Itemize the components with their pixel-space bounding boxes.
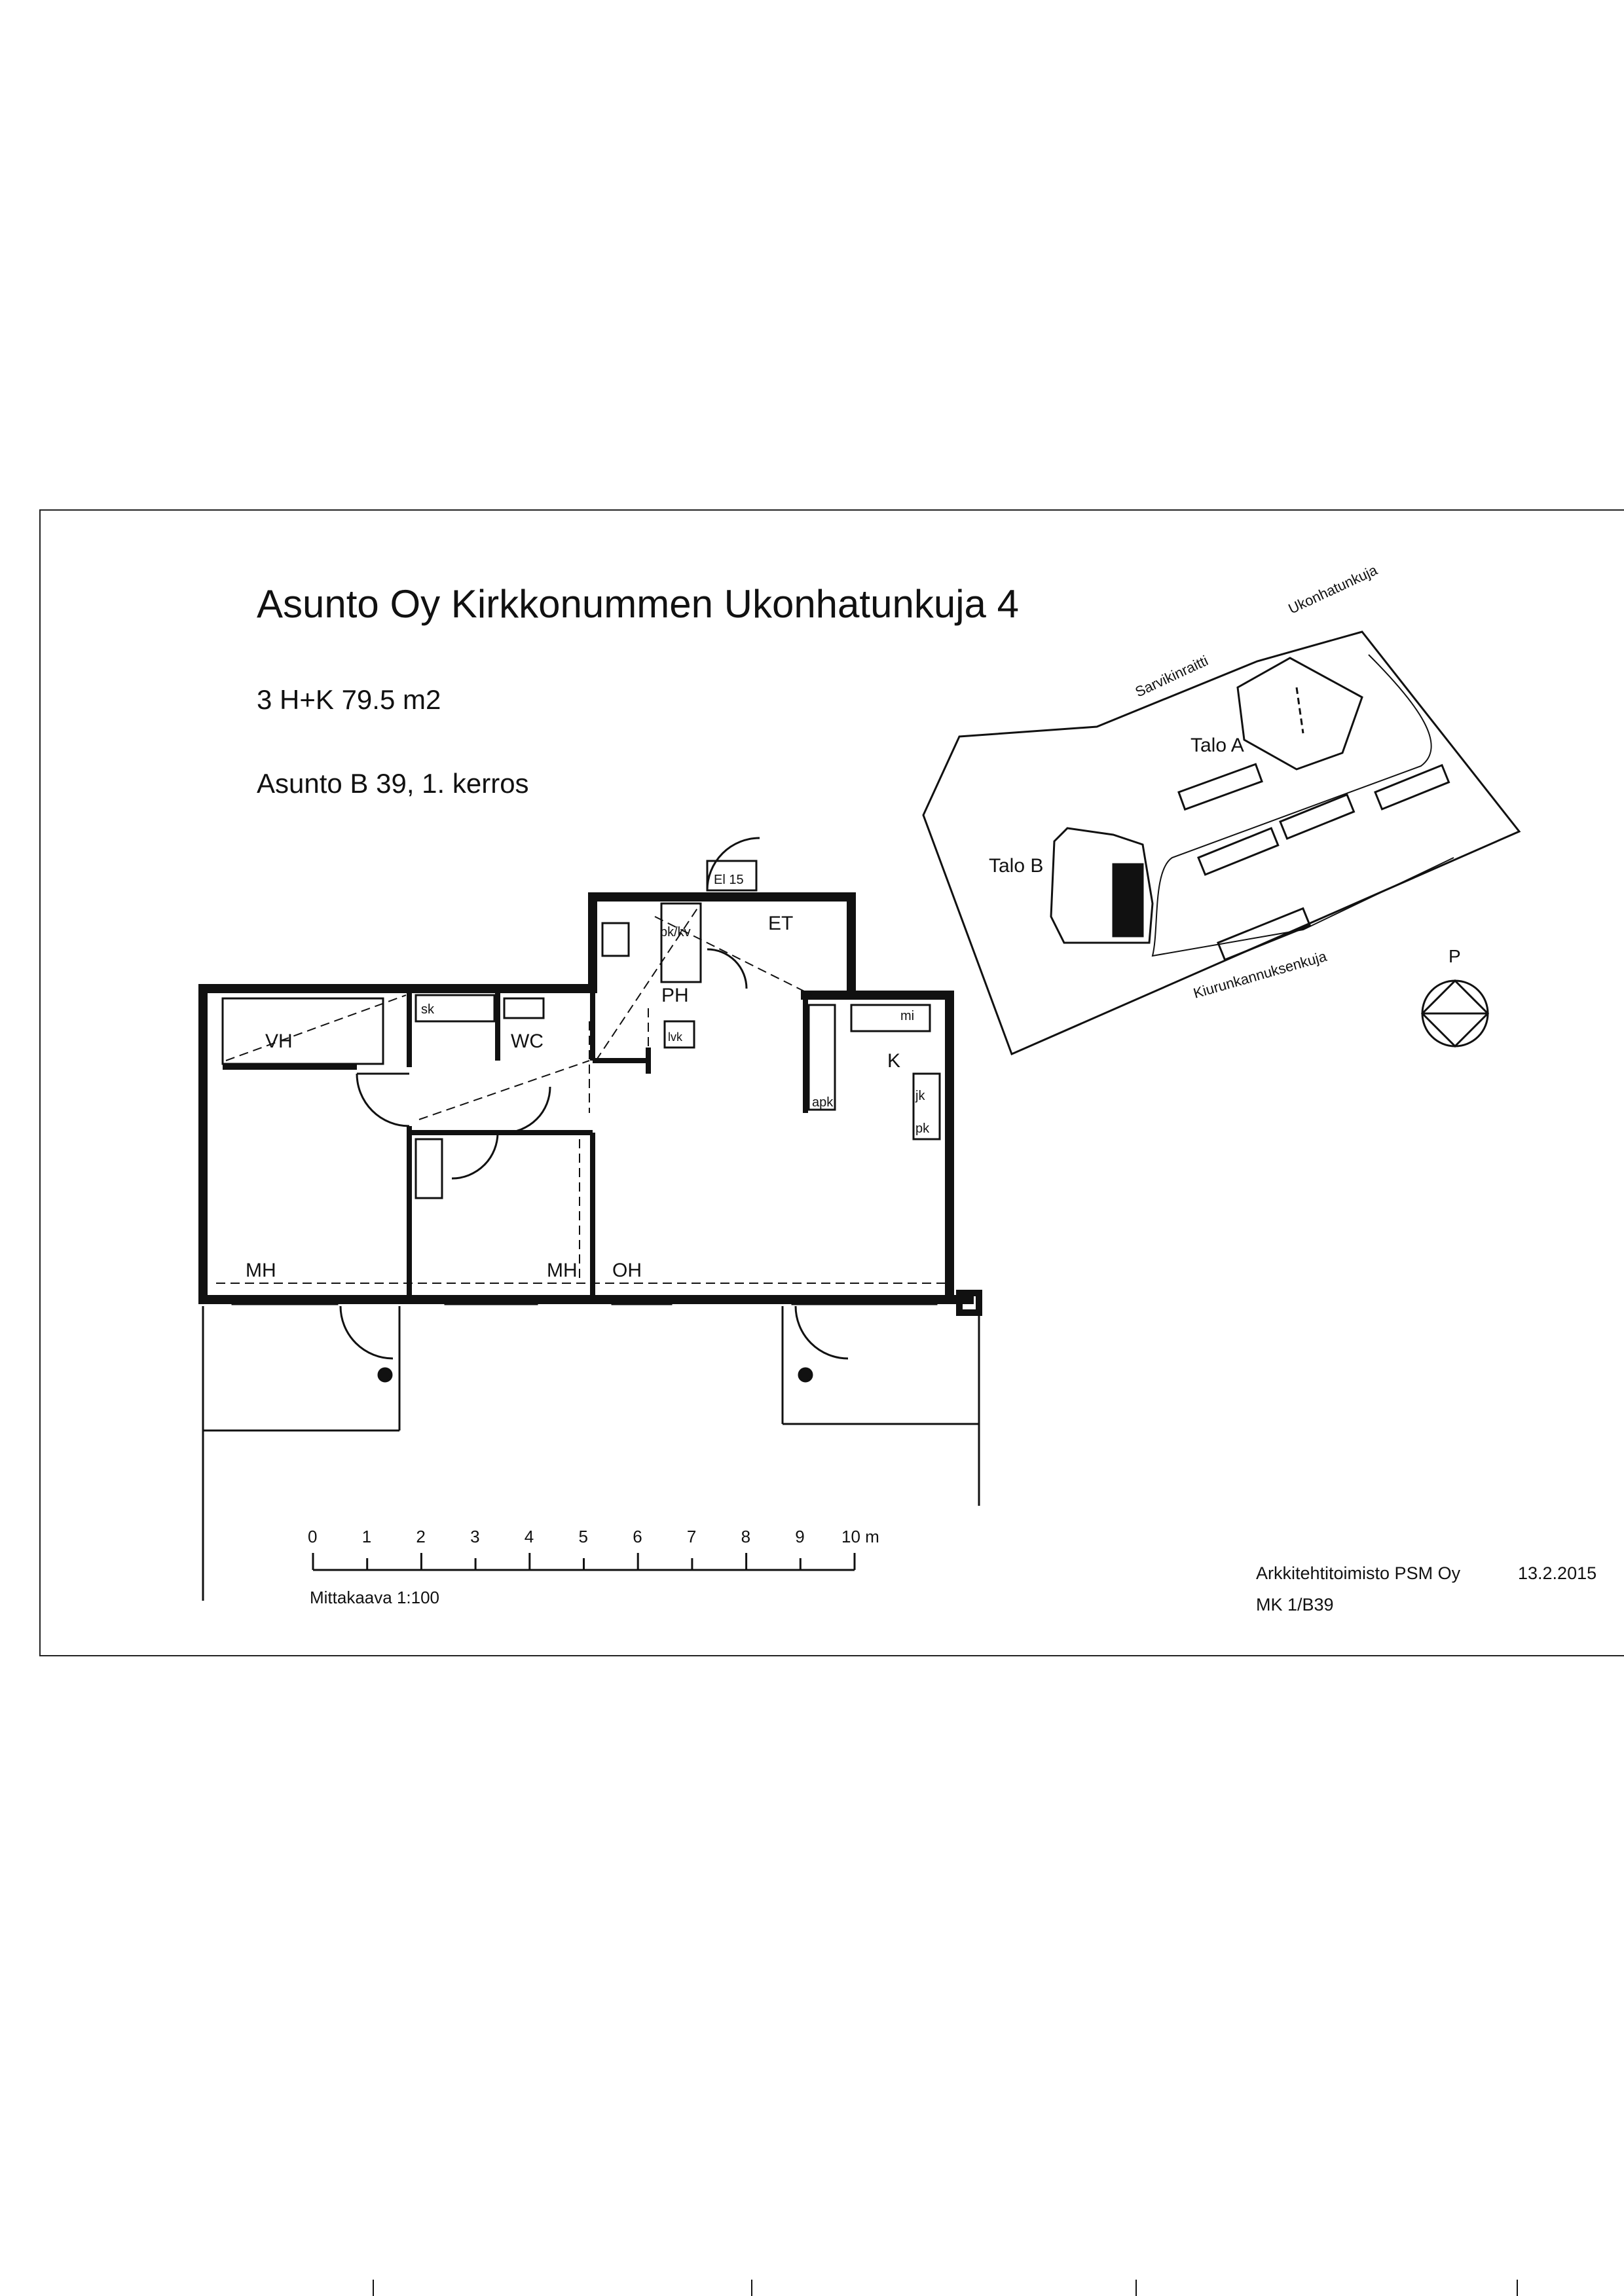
room-label-lvk: lvk	[668, 1030, 682, 1044]
room-label-el: El 15	[714, 873, 744, 887]
room-label-mh-middle: MH	[547, 1260, 578, 1281]
room-label-jk: jk	[915, 1089, 925, 1103]
drawing-date: 13.2.2015	[1518, 1563, 1597, 1583]
room-label-wc: WC	[511, 1030, 544, 1052]
street-label-ukonhatunkuja: Ukonhatunkuja	[1285, 561, 1380, 617]
room-label-oh: OH	[612, 1260, 642, 1281]
room-label-ph: PH	[661, 985, 689, 1006]
talo-a-building	[1238, 658, 1362, 769]
room-label-k: K	[887, 1050, 901, 1072]
scale-tick-label: 9	[795, 1527, 805, 1546]
scale-tick-label: 10 m	[841, 1527, 879, 1546]
room-label-apk: apk	[812, 1095, 834, 1110]
street-label-kiurunkannuksenkuja: Kiurunkannuksenkuja	[1191, 947, 1329, 1002]
scale-bar	[313, 1553, 855, 1570]
room-label-mh-left: MH	[246, 1260, 276, 1281]
room-label-vh: VH	[265, 1030, 293, 1052]
scale-tick-labels	[308, 1527, 879, 1546]
scale-tick-label: 4	[524, 1527, 534, 1546]
room-labels	[246, 873, 930, 1281]
floor-plan	[200, 838, 979, 1601]
scale-tick-label: 3	[470, 1527, 480, 1546]
interior-walls	[223, 897, 805, 1300]
room-label-pkv: pk/kv	[660, 925, 691, 939]
street-label-sarvikinraitti: Sarvikinraitti	[1132, 652, 1211, 701]
room-label-mi: mi	[900, 1009, 915, 1023]
scale-tick-label: 2	[416, 1527, 426, 1546]
architect-office: Arkkitehtitoimisto PSM Oy	[1256, 1563, 1461, 1583]
scale-tick-label: 5	[578, 1527, 588, 1546]
balconies	[203, 1293, 979, 1601]
talo-b-building	[1051, 828, 1153, 943]
scale-tick-label: 7	[686, 1527, 697, 1546]
room-label-sk: sk	[421, 1002, 434, 1017]
dashed-lines	[216, 903, 950, 1283]
scale-tick-label: 0	[308, 1527, 318, 1546]
page-edge-marks	[0, 2272, 1624, 2296]
exterior-walls	[203, 897, 969, 1300]
apartment-unit: Asunto B 39, 1. kerros	[257, 768, 529, 799]
document-number: MK 1/B39	[1256, 1595, 1334, 1614]
room-label-et: ET	[768, 913, 794, 934]
apartment-type: 3 H+K 79.5 m2	[257, 684, 441, 715]
building-label-talo-a: Talo A	[1190, 735, 1244, 756]
scale-label: Mittakaava 1:100	[310, 1588, 440, 1607]
scale-tick-label: 1	[361, 1527, 372, 1546]
scale-tick-label: 8	[741, 1527, 751, 1546]
north-label: P	[1449, 946, 1461, 966]
north-arrow	[1422, 981, 1488, 1046]
room-label-pk: pk	[915, 1121, 930, 1136]
building-label-talo-b: Talo B	[989, 855, 1044, 877]
fittings	[200, 903, 940, 1277]
scale-tick-label: 6	[633, 1527, 642, 1546]
parking-rows	[1179, 764, 1449, 960]
page-title: Asunto Oy Kirkkonummen Ukonhatunkuja 4	[257, 582, 1019, 626]
